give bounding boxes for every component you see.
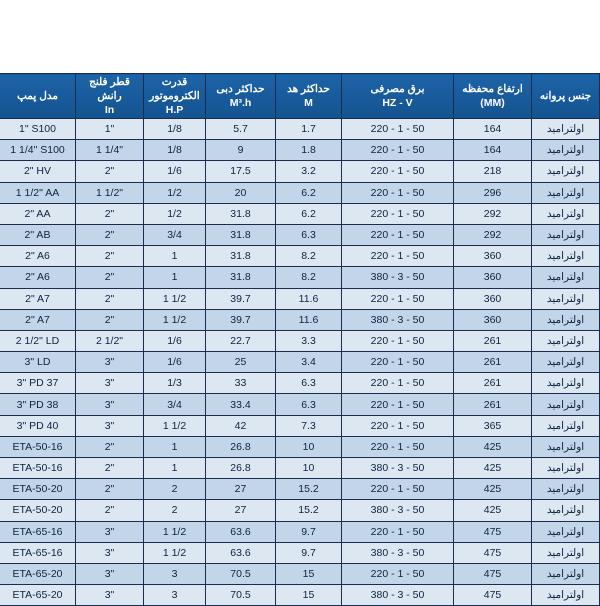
table-row: [0, 330, 600, 351]
cell-ertefa: 475: [454, 521, 532, 542]
cell-ertefa: 360: [454, 288, 532, 309]
cell-flange: 3": [76, 542, 144, 563]
cell-bargh: 380 - 3 - 50: [342, 309, 454, 330]
cell-model: ETA-65-16: [0, 542, 76, 563]
cell-debi: 25: [206, 352, 276, 373]
column-header-line1: ارتفاع محفظه: [462, 82, 523, 95]
table-row: [0, 161, 600, 182]
cell-bargh: 220 - 1 - 50: [342, 330, 454, 351]
cell-bargh: 220 - 1 - 50: [342, 224, 454, 245]
cell-ghodrat: 2: [144, 479, 206, 500]
column-header-line1: برق مصرفی: [370, 82, 425, 95]
column-header-line1: جنس پروانه: [539, 89, 592, 102]
cell-parvaneh: اولترامید: [532, 309, 600, 330]
cell-debi: 9: [206, 140, 276, 161]
cell-bargh: 220 - 1 - 50: [342, 246, 454, 267]
cell-model: ETA-50-20: [0, 479, 76, 500]
cell-bargh: 380 - 3 - 50: [342, 542, 454, 563]
cell-ertefa: 164: [454, 119, 532, 140]
column-header-max-head: [276, 74, 342, 119]
cell-ghodrat: 3/4: [144, 224, 206, 245]
table-row: [0, 394, 600, 415]
cell-bargh: 220 - 1 - 50: [342, 563, 454, 584]
cell-model: ETA-65-16: [0, 521, 76, 542]
cell-head: 6.2: [276, 182, 342, 203]
cell-head: 11.6: [276, 288, 342, 309]
cell-bargh: 220 - 1 - 50: [342, 182, 454, 203]
column-header-line2: HZ - V: [382, 97, 413, 109]
cell-debi: 26.8: [206, 458, 276, 479]
table-row: [0, 585, 600, 606]
cell-flange: 3": [76, 394, 144, 415]
cell-ghodrat: 1 1/2: [144, 521, 206, 542]
table-row: [0, 436, 600, 457]
cell-head: 9.7: [276, 521, 342, 542]
cell-debi: 33.4: [206, 394, 276, 415]
cell-bargh: 380 - 3 - 50: [342, 267, 454, 288]
column-header-line2: In: [104, 104, 115, 117]
cell-flange: 2": [76, 436, 144, 457]
cell-parvaneh: اولترامید: [532, 161, 600, 182]
table-row: [0, 415, 600, 436]
cell-debi: 39.7: [206, 309, 276, 330]
cell-parvaneh: اولترامید: [532, 330, 600, 351]
cell-flange: 3": [76, 585, 144, 606]
cell-debi: 31.8: [206, 203, 276, 224]
cell-model: ETA-65-20: [0, 585, 76, 606]
cell-ghodrat: 1: [144, 436, 206, 457]
cell-parvaneh: اولترامید: [532, 415, 600, 436]
cell-debi: 33: [206, 373, 276, 394]
cell-debi: 31.8: [206, 267, 276, 288]
cell-head: 7.3: [276, 415, 342, 436]
column-header-impeller-material: [532, 74, 600, 119]
cell-ghodrat: 1/3: [144, 373, 206, 394]
cell-parvaneh: اولترامید: [532, 288, 600, 309]
table-header: [0, 74, 600, 119]
table-row: [0, 203, 600, 224]
cell-bargh: 220 - 1 - 50: [342, 161, 454, 182]
cell-bargh: 220 - 1 - 50: [342, 479, 454, 500]
cell-parvaneh: اولترامید: [532, 246, 600, 267]
cell-ertefa: 261: [454, 352, 532, 373]
table-row: [0, 119, 600, 140]
cell-debi: 42: [206, 415, 276, 436]
cell-parvaneh: اولترامید: [532, 585, 600, 606]
cell-flange: 3": [76, 352, 144, 373]
column-header-line1: قطر فلنج رانش: [89, 75, 130, 102]
cell-head: 15.2: [276, 479, 342, 500]
cell-ghodrat: 1: [144, 267, 206, 288]
cell-model: ETA-50-16: [0, 436, 76, 457]
cell-head: 3.2: [276, 161, 342, 182]
table-row: [0, 373, 600, 394]
cell-flange: 2": [76, 500, 144, 521]
cell-ertefa: 425: [454, 458, 532, 479]
cell-head: 10: [276, 458, 342, 479]
cell-flange: 2 1/2": [76, 330, 144, 351]
cell-ghodrat: 1 1/2: [144, 415, 206, 436]
table-row: [0, 224, 600, 245]
cell-parvaneh: اولترامید: [532, 563, 600, 584]
table-body: [0, 119, 600, 606]
cell-model: 2" A6: [0, 267, 76, 288]
cell-debi: 31.8: [206, 246, 276, 267]
cell-flange: 2": [76, 161, 144, 182]
cell-flange: 3": [76, 373, 144, 394]
cell-bargh: 220 - 1 - 50: [342, 373, 454, 394]
cell-head: 8.2: [276, 267, 342, 288]
cell-ertefa: 475: [454, 585, 532, 606]
cell-ertefa: 475: [454, 563, 532, 584]
cell-model: 3" PD 37: [0, 373, 76, 394]
cell-ertefa: 218: [454, 161, 532, 182]
cell-ghodrat: 1: [144, 458, 206, 479]
column-header-max-flow: [206, 74, 276, 119]
cell-debi: 39.7: [206, 288, 276, 309]
cell-ertefa: 425: [454, 500, 532, 521]
column-header-line1: مدل پمپ: [17, 89, 58, 102]
cell-model: 1" S100: [0, 119, 76, 140]
cell-debi: 70.5: [206, 585, 276, 606]
cell-debi: 31.8: [206, 224, 276, 245]
cell-model: 2" AB: [0, 224, 76, 245]
cell-head: 9.7: [276, 542, 342, 563]
cell-head: 1.8: [276, 140, 342, 161]
cell-parvaneh: اولترامید: [532, 521, 600, 542]
column-header-line1: حداکثر دبی: [216, 82, 265, 95]
cell-flange: 2": [76, 246, 144, 267]
table-row: [0, 500, 600, 521]
cell-parvaneh: اولترامید: [532, 394, 600, 415]
cell-ertefa: 292: [454, 203, 532, 224]
cell-bargh: 220 - 1 - 50: [342, 140, 454, 161]
cell-ghodrat: 3: [144, 585, 206, 606]
cell-bargh: 220 - 1 - 50: [342, 203, 454, 224]
cell-parvaneh: اولترامید: [532, 500, 600, 521]
table-row: [0, 140, 600, 161]
cell-debi: 20: [206, 182, 276, 203]
cell-bargh: 220 - 1 - 50: [342, 352, 454, 373]
column-header-power-supply: [342, 74, 454, 119]
cell-model: 3" PD 38: [0, 394, 76, 415]
cell-debi: 63.6: [206, 542, 276, 563]
table-row: [0, 309, 600, 330]
table-row: [0, 267, 600, 288]
table-row: [0, 182, 600, 203]
cell-ghodrat: 1/8: [144, 119, 206, 140]
cell-ertefa: 425: [454, 479, 532, 500]
cell-ertefa: 292: [454, 224, 532, 245]
cell-bargh: 220 - 1 - 50: [342, 521, 454, 542]
cell-parvaneh: اولترامید: [532, 458, 600, 479]
cell-head: 10: [276, 436, 342, 457]
cell-head: 15: [276, 563, 342, 584]
cell-parvaneh: اولترامید: [532, 267, 600, 288]
cell-parvaneh: اولترامید: [532, 479, 600, 500]
cell-debi: 63.6: [206, 521, 276, 542]
cell-ertefa: 425: [454, 436, 532, 457]
cell-head: 1.7: [276, 119, 342, 140]
pump-specifications-table-container: [0, 73, 600, 606]
cell-head: 11.6: [276, 309, 342, 330]
table-row: [0, 542, 600, 563]
table-row: [0, 352, 600, 373]
cell-ertefa: 261: [454, 373, 532, 394]
cell-model: 3" LD: [0, 352, 76, 373]
cell-debi: 26.8: [206, 436, 276, 457]
column-header-chamber-height: [454, 74, 532, 119]
cell-flange: 2": [76, 458, 144, 479]
cell-debi: 27: [206, 500, 276, 521]
cell-flange: 1 1/2": [76, 182, 144, 203]
cell-parvaneh: اولترامید: [532, 119, 600, 140]
cell-flange: 1 1/4": [76, 140, 144, 161]
cell-flange: 2": [76, 267, 144, 288]
column-header-line1: قدرت الکتروموتور: [149, 75, 200, 102]
cell-model: 2 1/2" LD: [0, 330, 76, 351]
pump-specifications-table: [0, 73, 600, 606]
cell-model: 2" A6: [0, 246, 76, 267]
table-row: [0, 479, 600, 500]
cell-flange: 1": [76, 119, 144, 140]
cell-flange: 3": [76, 415, 144, 436]
table-row: [0, 563, 600, 584]
cell-ghodrat: 1 1/2: [144, 542, 206, 563]
cell-head: 8.2: [276, 246, 342, 267]
cell-ghodrat: 1 1/2: [144, 288, 206, 309]
cell-debi: 70.5: [206, 563, 276, 584]
cell-head: 3.4: [276, 352, 342, 373]
cell-bargh: 380 - 3 - 50: [342, 500, 454, 521]
cell-head: 15: [276, 585, 342, 606]
cell-bargh: 220 - 1 - 50: [342, 436, 454, 457]
cell-ertefa: 365: [454, 415, 532, 436]
column-header-line1: حداکثر هد: [287, 82, 330, 95]
cell-flange: 3": [76, 563, 144, 584]
cell-parvaneh: اولترامید: [532, 140, 600, 161]
cell-bargh: 220 - 1 - 50: [342, 119, 454, 140]
cell-ghodrat: 1/2: [144, 203, 206, 224]
cell-model: ETA-50-20: [0, 500, 76, 521]
table-row: [0, 288, 600, 309]
cell-parvaneh: اولترامید: [532, 182, 600, 203]
cell-head: 6.3: [276, 394, 342, 415]
cell-parvaneh: اولترامید: [532, 203, 600, 224]
cell-head: 6.3: [276, 224, 342, 245]
cell-parvaneh: اولترامید: [532, 542, 600, 563]
table-header-row: [0, 74, 600, 119]
column-header-pump-model: [0, 74, 76, 119]
cell-model: 1 1/4" S100: [0, 140, 76, 161]
cell-ghodrat: 1/6: [144, 352, 206, 373]
cell-debi: 5.7: [206, 119, 276, 140]
cell-head: 6.2: [276, 203, 342, 224]
cell-debi: 17.5: [206, 161, 276, 182]
cell-bargh: 220 - 1 - 50: [342, 394, 454, 415]
cell-bargh: 220 - 1 - 50: [342, 288, 454, 309]
cell-ertefa: 360: [454, 246, 532, 267]
cell-debi: 27: [206, 479, 276, 500]
cell-ertefa: 261: [454, 394, 532, 415]
column-header-discharge-flange-diameter: [76, 74, 144, 119]
table-row: [0, 246, 600, 267]
cell-ertefa: 360: [454, 267, 532, 288]
cell-ghodrat: 2: [144, 500, 206, 521]
cell-ertefa: 261: [454, 330, 532, 351]
cell-flange: 2": [76, 203, 144, 224]
cell-ghodrat: 1 1/2: [144, 309, 206, 330]
cell-model: ETA-65-20: [0, 563, 76, 584]
cell-flange: 2": [76, 224, 144, 245]
column-header-line2: M: [304, 97, 313, 109]
cell-ghodrat: 1: [144, 246, 206, 267]
cell-ertefa: 475: [454, 542, 532, 563]
column-header-motor-power: [144, 74, 206, 119]
cell-ertefa: 360: [454, 309, 532, 330]
cell-model: 2" A7: [0, 288, 76, 309]
cell-ghodrat: 1/6: [144, 161, 206, 182]
cell-flange: 2": [76, 288, 144, 309]
cell-head: 3.3: [276, 330, 342, 351]
cell-bargh: 220 - 1 - 50: [342, 415, 454, 436]
cell-flange: 2": [76, 479, 144, 500]
column-header-line2: H.P: [165, 104, 184, 117]
cell-ghodrat: 1/8: [144, 140, 206, 161]
cell-ertefa: 296: [454, 182, 532, 203]
table-row: [0, 521, 600, 542]
column-header-line2: M³.h: [229, 97, 252, 109]
cell-debi: 22.7: [206, 330, 276, 351]
cell-ertefa: 164: [454, 140, 532, 161]
cell-head: 15.2: [276, 500, 342, 521]
cell-ghodrat: 1/6: [144, 330, 206, 351]
cell-bargh: 380 - 3 - 50: [342, 458, 454, 479]
cell-ghodrat: 1/2: [144, 182, 206, 203]
column-header-line2: (MM): [480, 97, 505, 109]
cell-parvaneh: اولترامید: [532, 224, 600, 245]
cell-parvaneh: اولترامید: [532, 352, 600, 373]
cell-model: 2" A7: [0, 309, 76, 330]
cell-model: ETA-50-16: [0, 458, 76, 479]
cell-model: 1 1/2" AA: [0, 182, 76, 203]
cell-ghodrat: 3: [144, 563, 206, 584]
cell-model: 3" PD 40: [0, 415, 76, 436]
cell-flange: 2": [76, 309, 144, 330]
cell-parvaneh: اولترامید: [532, 436, 600, 457]
cell-model: 2" HV: [0, 161, 76, 182]
table-row: [0, 458, 600, 479]
cell-model: 2" AA: [0, 203, 76, 224]
cell-ghodrat: 3/4: [144, 394, 206, 415]
cell-head: 6.3: [276, 373, 342, 394]
cell-flange: 3": [76, 521, 144, 542]
cell-bargh: 380 - 3 - 50: [342, 585, 454, 606]
cell-parvaneh: اولترامید: [532, 373, 600, 394]
